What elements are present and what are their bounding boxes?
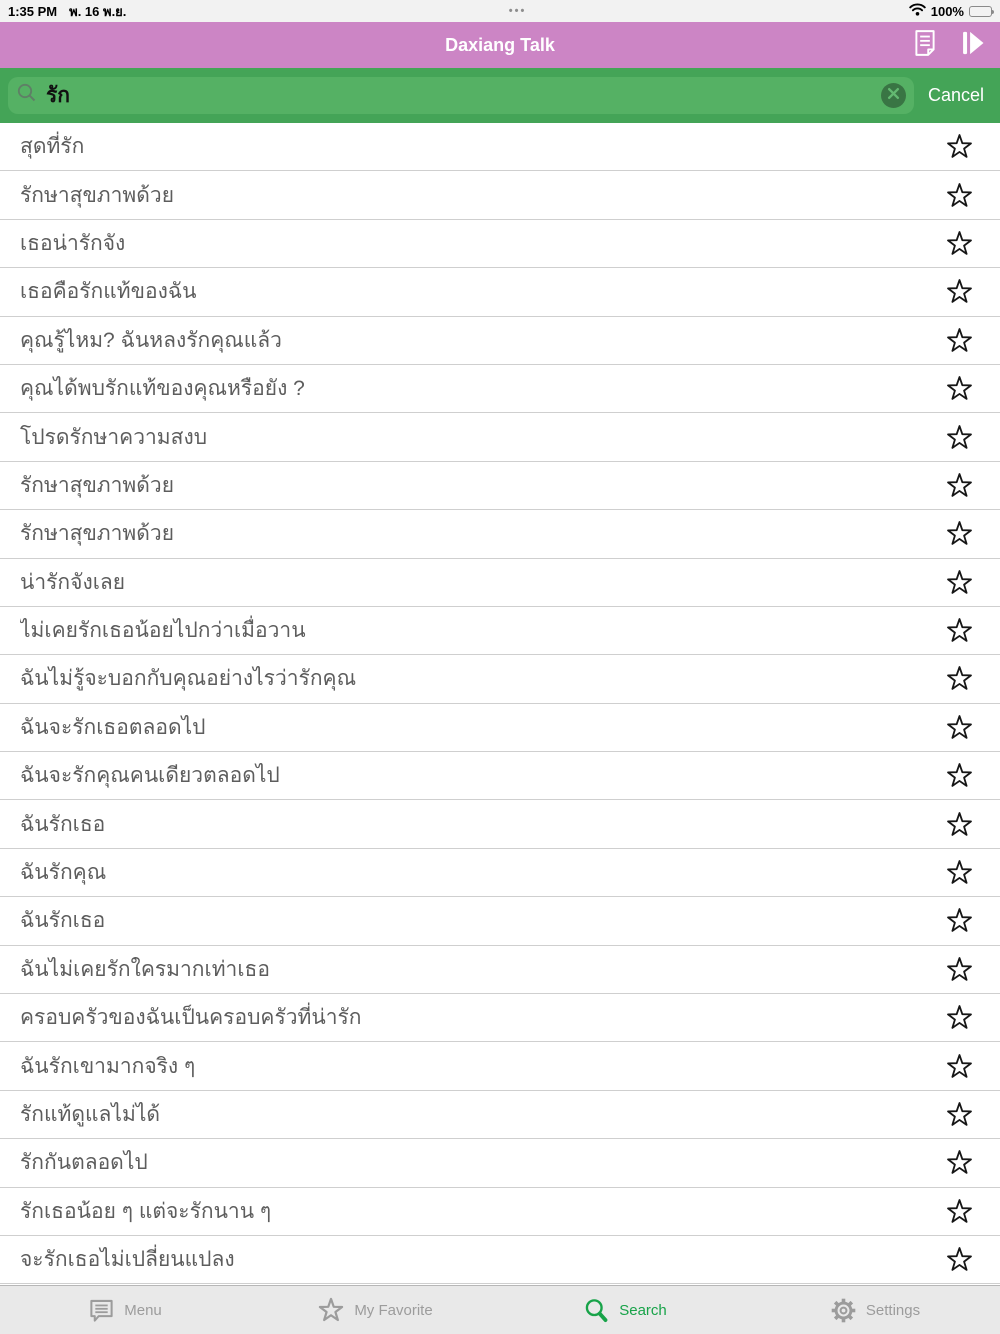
tab-my-favorite[interactable]	[250, 1286, 500, 1334]
search-results-list	[0, 123, 1000, 1285]
status-activity-dots: •••	[508, 5, 527, 17]
phrase-text: คุณรู้ไหม? ฉันหลงรักคุณแล้ว	[20, 328, 282, 352]
step-forward-icon	[959, 29, 987, 62]
phrase-text: ครอบครัวของฉันเป็นครอบครัวที่น่ารัก	[20, 1006, 362, 1030]
favorite-star-icon[interactable]	[945, 664, 974, 693]
gear-icon	[830, 1297, 857, 1324]
search-icon	[583, 1297, 610, 1324]
notes-icon	[912, 29, 938, 62]
app-header	[0, 22, 1000, 68]
clear-icon	[887, 87, 900, 105]
favorite-star-icon[interactable]	[945, 568, 974, 597]
phrase-text: รักแท้ดูแลไม่ได้	[20, 1103, 161, 1126]
wifi-icon	[909, 3, 926, 19]
favorite-star-icon[interactable]	[945, 374, 974, 403]
phrase-text: จะรักเธอไม่เปลี่ยนแปลง	[20, 1248, 235, 1272]
phrase-row[interactable]	[0, 413, 1000, 461]
favorite-star-icon[interactable]	[945, 277, 974, 306]
favorite-star-icon[interactable]	[945, 326, 974, 355]
phrase-row[interactable]	[0, 752, 1000, 800]
favorite-star-icon[interactable]	[945, 810, 974, 839]
phrase-row[interactable]	[0, 800, 1000, 848]
phrase-text: โปรดรักษาความสงบ	[20, 425, 208, 449]
favorite-star-icon[interactable]	[945, 1148, 974, 1177]
phrase-row[interactable]	[0, 994, 1000, 1042]
favorite-star-icon[interactable]	[945, 132, 974, 161]
favorite-star-icon[interactable]	[945, 906, 974, 935]
status-right	[909, 3, 992, 19]
phrase-text: ฉันจะรักคุณคนเดียวตลอดไป	[20, 764, 280, 788]
header-actions	[908, 28, 990, 62]
phrase-text: ฉันรักเธอ	[20, 812, 106, 836]
tab-search[interactable]	[500, 1286, 750, 1334]
tab-menu[interactable]	[0, 1286, 250, 1334]
phrase-row[interactable]	[0, 220, 1000, 268]
favorite-star-icon[interactable]	[945, 471, 974, 500]
search-icon	[16, 82, 38, 109]
phrase-row[interactable]	[0, 365, 1000, 413]
phrase-row[interactable]	[0, 704, 1000, 752]
phrase-text: เธอคือรักแท้ของฉัน	[20, 280, 197, 304]
phrase-text: สุดที่รัก	[20, 135, 85, 159]
search-query-text: รัก	[46, 84, 70, 107]
phrase-row[interactable]	[0, 1188, 1000, 1236]
tab-settings[interactable]	[750, 1286, 1000, 1334]
phrase-row[interactable]	[0, 1091, 1000, 1139]
cancel-button[interactable]: Cancel	[927, 85, 984, 105]
phrase-text: น่ารักจังเลย	[20, 570, 126, 594]
phrase-row[interactable]	[0, 655, 1000, 703]
phrase-row[interactable]	[0, 1042, 1000, 1090]
tab-label: My Favorite	[354, 1301, 433, 1319]
favorite-star-icon[interactable]	[945, 955, 974, 984]
phrase-text: ฉันรักเขามากจริง ๆ	[20, 1054, 196, 1078]
favorite-star-icon[interactable]	[945, 858, 974, 887]
favorite-star-icon[interactable]	[945, 761, 974, 790]
favorite-star-icon[interactable]	[945, 423, 974, 452]
phrase-text: ฉันไม่รู้จะบอกกับคุณอย่างไรว่ารักคุณ	[20, 667, 357, 691]
phrase-text: รักษาสุขภาพด้วย	[20, 183, 175, 207]
tab-bar	[0, 1285, 1000, 1334]
favorite-star-icon[interactable]	[945, 181, 974, 210]
favorite-star-icon[interactable]	[945, 1003, 974, 1032]
phrase-text: รักกันตลอดไป	[20, 1151, 148, 1175]
battery-icon	[969, 6, 992, 17]
search-input[interactable]	[8, 77, 914, 114]
phrase-row[interactable]	[0, 123, 1000, 171]
phrase-row[interactable]	[0, 897, 1000, 945]
phrase-text: ฉันรักเธอ	[20, 909, 106, 933]
status-bar	[0, 0, 1000, 22]
phrase-row[interactable]	[0, 171, 1000, 219]
favorite-star-icon[interactable]	[945, 229, 974, 258]
phrase-text: ฉันจะรักเธอตลอดไป	[20, 715, 206, 739]
tab-label: Search	[619, 1301, 667, 1319]
phrase-row[interactable]	[0, 946, 1000, 994]
phrase-text: เธอน่ารักจัง	[20, 231, 126, 255]
favorite-star-icon[interactable]	[945, 713, 974, 742]
favorite-star-icon[interactable]	[945, 616, 974, 645]
battery-percent: 100%	[930, 3, 964, 19]
phrase-row[interactable]	[0, 510, 1000, 558]
phrase-row[interactable]	[0, 559, 1000, 607]
favorite-star-icon[interactable]	[945, 519, 974, 548]
phrase-text: รักษาสุขภาพด้วย	[20, 522, 175, 546]
phrase-text: คุณได้พบรักแท้ของคุณหรือยัง ?	[20, 377, 305, 401]
menu-chat-icon	[88, 1297, 115, 1324]
phrase-text: ฉันไม่เคยรักใครมากเท่าเธอ	[20, 957, 270, 981]
phrase-text: รักษาสุขภาพด้วย	[20, 473, 175, 497]
clear-search-button[interactable]	[881, 83, 906, 108]
favorite-star-icon[interactable]	[945, 1245, 974, 1274]
phrase-row[interactable]	[0, 1236, 1000, 1284]
status-left	[8, 1, 126, 22]
phrase-text: ไม่เคยรักเธอน้อยไปกว่าเมื่อวาน	[20, 619, 306, 643]
status-time: 1:35 PM	[8, 3, 58, 19]
phrase-row[interactable]	[0, 607, 1000, 655]
phrase-text: ฉันรักคุณ	[20, 861, 107, 885]
search-bar	[0, 68, 1000, 123]
phrase-row[interactable]	[0, 462, 1000, 510]
play-next-button[interactable]	[956, 28, 990, 62]
phrase-text: รักเธอน้อย ๆ แต่จะรักนาน ๆ	[20, 1199, 272, 1223]
phrase-row[interactable]	[0, 849, 1000, 897]
favorite-star-icon[interactable]	[945, 1052, 974, 1081]
tab-label: Settings	[865, 1301, 921, 1319]
phrase-row[interactable]	[0, 268, 1000, 316]
favorite-star-icon[interactable]	[945, 1100, 974, 1129]
page-title: Daxiang Talk	[445, 34, 555, 55]
favorite-star-icon[interactable]	[945, 1197, 974, 1226]
phrase-row[interactable]	[0, 1139, 1000, 1187]
phrase-row[interactable]	[0, 317, 1000, 365]
notes-button[interactable]	[908, 28, 942, 62]
tab-label: Menu	[124, 1301, 162, 1319]
status-date: พ. 16 พ.ย.	[69, 3, 127, 19]
star-icon	[317, 1296, 345, 1324]
